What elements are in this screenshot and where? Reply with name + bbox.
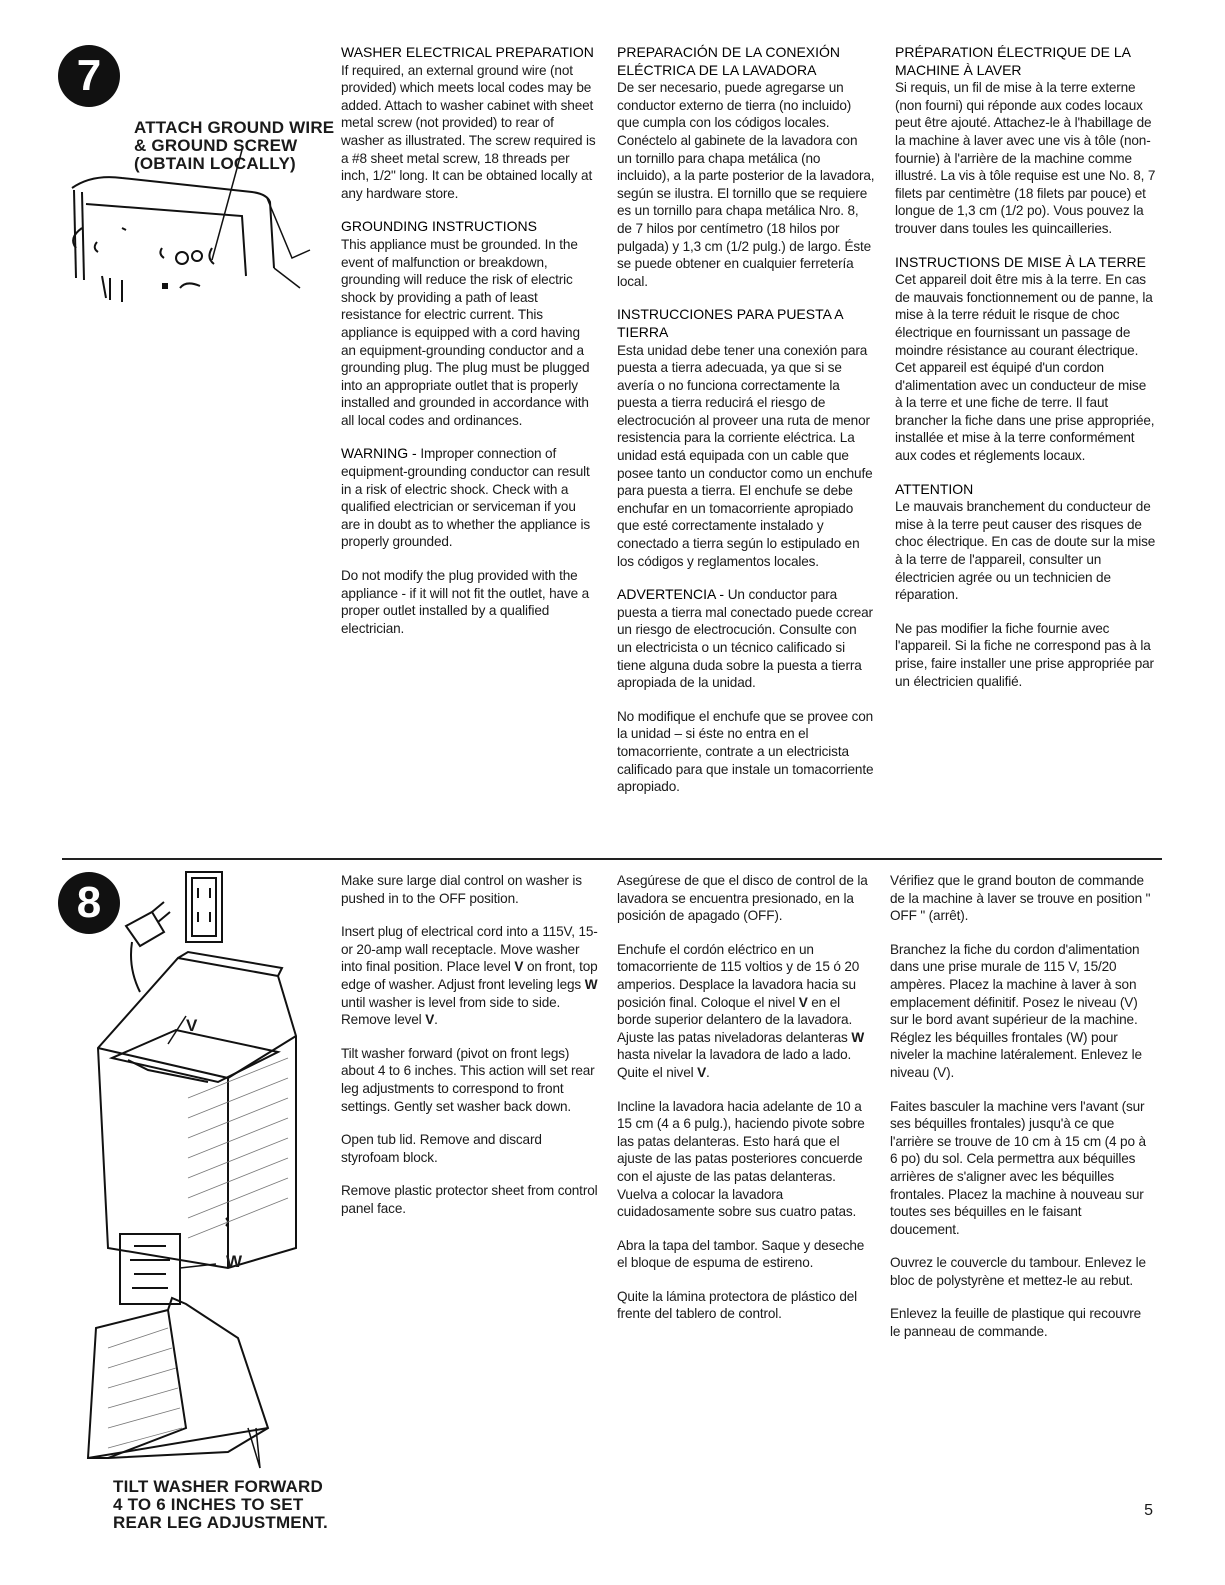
- paragraph: No modifique el enchufe que se provee con la unidad – si éste no entra en el tomacorriente, contrate a un electricista calificado para que instale un tomacorriente apropiado.: [617, 708, 874, 795]
- section-heading: PRÉPARATION ÉLECTRIQUE DE LA MACHINE À LAVER: [895, 44, 1131, 78]
- caption-line: ATTACH GROUND WIRE: [134, 118, 335, 137]
- step-7-illustration-caption: [134, 119, 334, 173]
- paragraph: Branchez la fiche du cordon d'alimentation dans une prise murale de 115 V, 15/20 ampères. Placez la machine à laver à son emplacement définitif. Posez le niveau (V) sur le bord avant supérieur de la machine. Réglez les béquilles frontales (W) pour niveler la machine latéralement. Enlevez le niveau (V).: [890, 941, 1142, 1080]
- paragraph: De ser necesario, puede agregarse un conductor externo de tierra (no incluido) que cumpla con los códigos locales. Conéctelo al gabinete de la lavadora con un tornillo para chapa metálica (no incluido), a la parte posterior de la lavadora, según se ilustra. El tornillo que se requiere es un tornillo para chapa metálica Nro. 8, de 7 hilos por centímetro (18 hilos por pulgada) y 1,3 cm (1/2 pulg.) de largo. Éste se puede obtener en cualquier ferretería local.: [617, 80, 875, 289]
- step-8-illustration-caption: [113, 1478, 328, 1532]
- level-label-v: V: [186, 1016, 198, 1035]
- text-run: hasta nivelar la lavadora de lado a lado. Quite el nivel: [617, 1047, 852, 1080]
- text-run: .: [434, 1012, 438, 1028]
- paragraph: [341, 923, 599, 1029]
- level-ref: V: [798, 994, 808, 1010]
- step-8-english-column: [341, 872, 599, 1234]
- warning-paragraph: [617, 586, 875, 692]
- paragraph: Ouvrez le couvercle du tambour. Enlevez le bloc de polystyrène et mettez-le au rebut.: [890, 1255, 1146, 1288]
- paragraph: Do not modify the plug provided with the appliance - if it will not fit the outlet, have a proper outlet installed by a qualified electrician.: [341, 568, 590, 636]
- step-8-badge: 8: [58, 872, 120, 934]
- caption-line: 4 TO 6 INCHES TO SET: [113, 1495, 304, 1514]
- paragraph: Esta unidad debe tener una conexión para puesta a tierra adecuada, ya que si se avería o no funciona correctamente la puesta a tierra reducirá el riesgo de electrocución al proveer una ruta de menor resistencia para la corriente eléctrica. La unidad está equipada con un cable que posee tanto un conductor como un enchufe para puesta a tierra. El enchufe se debe enchufar en un tomacorriente apropiado que esté correctamente instalado y conectado a tierra según lo estipulado en los códigos y reglamentos locales.: [617, 342, 873, 569]
- text-run: Insert plug of electrical cord into a 115V, 15- or 20-amp wall receptacle. Move washer into final position. Place level: [341, 924, 598, 975]
- paragraph: Tilt washer forward (pivot on front legs) about 4 to 6 inches. This action will set rear leg adjustments to correspond to front settings. Gently set washer back down.: [341, 1045, 595, 1114]
- level-ref: V: [514, 959, 524, 975]
- paragraph: Abra la tapa del tambor. Saque y deseche el bloque de espuma de estireno.: [617, 1237, 865, 1271]
- paragraph: This appliance must be grounded. In the event of malfunction or breakdown, grounding will reduce the risk of electric shock by providing a path of least resistance for electric current. This appliance is equipped with a cord having an equipment-grounding conductor and a grounding plug. The plug must be plugged into an appropriate outlet that is properly installed and grounded in accordance with all local codes and ordinances.: [341, 236, 590, 428]
- warning-label: WARNING -: [341, 445, 417, 462]
- warning-paragraph: [341, 445, 596, 551]
- text-run: on front, top edge of washer. Adjust front leveling legs: [341, 959, 598, 992]
- step-8-french-column: [890, 872, 1152, 1357]
- section-heading: ATTENTION: [895, 480, 974, 497]
- leg-ref: W: [851, 1029, 864, 1045]
- paragraph: Incline la lavadora hacia adelante de 10 a 15 cm (4 a 6 pulg.), haciendo pivote sobre las patas delanteras. Esto hará que el ajuste de las patas posteriores concuerde con el ajuste de las patas delanteras. Vuelva a colocar la lavadora cuidadosamente sobre sus cuatro patas.: [617, 1098, 865, 1220]
- warning-text: Un conductor para puesta a tierra mal conectado puede ccrear un riesgo de electrocución. Consulte con un electricista o un técnico calificado si tiene alguna duda sobre la puesta a tierra apropiada de la unidad.: [617, 587, 873, 691]
- text-run: Enchufe el cordón eléctrico en un tomacorriente de 115 voltios y de 15 ó 20 amperios. Desplace la lavadora hacia su posición final. Coloque el nivel: [617, 941, 860, 1010]
- section-divider: [62, 858, 1162, 860]
- caption-line: (OBTAIN LOCALLY): [134, 154, 296, 173]
- paragraph: Remove plastic protector sheet from control panel face.: [341, 1183, 598, 1216]
- paragraph: Vérifiez que le grand bouton de commande de la machine à laver se trouve en position " OFF " (arrêt).: [890, 873, 1151, 924]
- paragraph: If required, an external ground wire (not provided) which meets local codes may be added. Attach to washer cabinet with sheet metal screw (not provided) to rear of washer as illustrated. The screw required is a #8 sheet metal screw, 18 threads per inch, 1/2" long. It can be obtained locally at any hardware store.: [341, 62, 596, 201]
- section-heading: INSTRUCTIONS DE MISE À LA TERRE: [895, 253, 1147, 270]
- paragraph: Asegúrese de que el disco de control de la lavadora se encuentra presionado, en la posición de apagado (OFF).: [617, 873, 868, 924]
- section-heading: INSTRUCCIONES PARA PUESTA A TIERRA: [617, 306, 843, 340]
- paragraph: Le mauvais branchement du conducteur de mise à la terre peut causer des risques de choc électrique. En cas de doute sur la mise à la terre de l'appareil, consulter un électricien agrée ou un technicien de réparation.: [895, 499, 1156, 603]
- paragraph: [617, 941, 875, 1082]
- paragraph: Quite la lámina protectora de plástico del frente del tablero de control.: [617, 1288, 858, 1322]
- text-run: en el borde superior delantero de la lavadora. Ajuste las patas niveladoras delanteras: [617, 994, 853, 1045]
- step-7-french-column: [895, 44, 1157, 706]
- text-run: until washer is level from side to side. Remove level: [341, 994, 561, 1028]
- page-number: 5: [1144, 1502, 1153, 1519]
- washer-rear-ground-screw-illustration: [62, 168, 312, 308]
- warning-text: Improper connection of equipment-grounding conductor can result in a risk of electric shock. Check with a qualified electrician or serviceman if you are in doubt as to whether the appliance is properly grounded.: [341, 446, 590, 550]
- step-7-english-column: [341, 44, 596, 653]
- section-heading: PREPARACIÓN DE LA CONEXIÓN ELÉCTRICA DE LA LAVADORA: [617, 44, 841, 78]
- caption-line: & GROUND SCREW: [134, 136, 298, 155]
- step-7-badge: 7: [58, 45, 120, 107]
- section-heading: WASHER ELECTRICAL PREPARATION: [341, 44, 594, 60]
- washer-leveling-illustration: [68, 868, 308, 1468]
- level-ref: V: [697, 1064, 707, 1080]
- paragraph: Ne pas modifier la fiche fournie avec l'appareil. Si la fiche ne correspond pas à la prise, faire installer une prise appropriée par un électricien qualifié.: [895, 620, 1154, 689]
- step-8-spanish-column: [617, 872, 875, 1339]
- caption-line: TILT WASHER FORWARD: [113, 1477, 323, 1496]
- leg-ref: W: [584, 976, 598, 992]
- warning-label: ADVERTENCIA -: [617, 586, 725, 603]
- paragraph: Faites basculer la machine vers l'avant (sur ses béquilles frontales) jusqu'à ce que l'arrière se trouve de 10 cm à 15 cm (4 po à 6 po) du sol. Cela permettra aux béquilles arrières de s'aligner avec les béquilles frontales. Placez la machine à nouveau sur toutes ses béquilles en le faisant doucement.: [890, 1098, 1146, 1237]
- paragraph: Open tub lid. Remove and discard styrofoam block.: [341, 1132, 542, 1165]
- text-run: .: [706, 1064, 710, 1080]
- paragraph: Enlevez la feuille de plastique qui recouvre le panneau de commande.: [890, 1306, 1142, 1340]
- paragraph: Cet appareil doit être mis à la terre. En cas de mauvais fonctionnement ou de panne, la mise à la terre réduit le risque de choc électrique en fournissant un passage de moindre résistance au courant électrique. Cet appareil est équipé d'un cordon d'alimentation avec un conducteur de mise à la terre et une fiche de terre. Il faut brancher la fiche dans une prise appropriée, installée et mise à la terre conformément aux codes et réglements locaux.: [895, 272, 1155, 464]
- step-7-spanish-column: [617, 44, 875, 812]
- level-ref: V: [425, 1012, 435, 1028]
- leg-label-w: W: [226, 1252, 243, 1271]
- paragraph: Make sure large dial control on washer is pushed in to the OFF position.: [341, 873, 582, 906]
- caption-line: REAR LEG ADJUSTMENT.: [113, 1513, 328, 1532]
- section-heading: GROUNDING INSTRUCTIONS: [341, 218, 537, 235]
- paragraph: Si requis, un fil de mise à la terre externe (non fourni) qui réponde aux codes locaux peut être ajouté. Attachez-le à l'habillage de la machine à laver avec une vis à tôle (non-fournie) à l'arrière de la machine comme illustré. La vis à tôle requise est une No. 8, 7 filets par centimètre (18 filets par pouce) et longue de 1,3 cm (1/2 po). Vous pouvez la trouver dans toules les quincailleries.: [895, 80, 1156, 236]
